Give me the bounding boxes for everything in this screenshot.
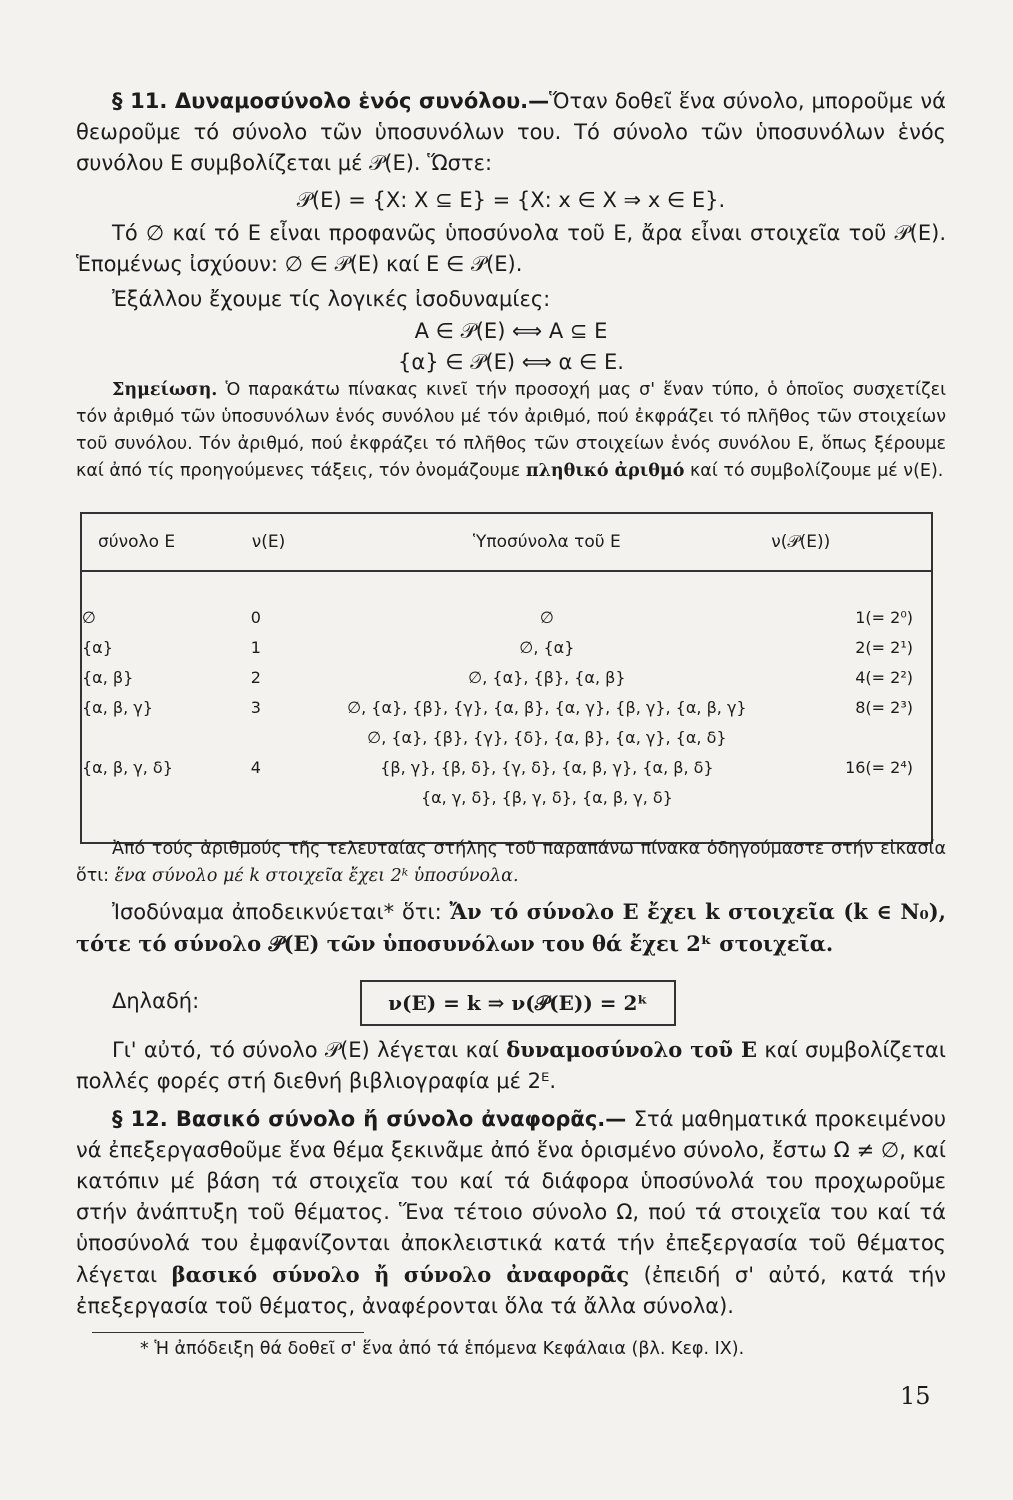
equivalence-1: Α ∈ 𝒫(Ε) ⟺ Α ⊆ Ε [414,319,608,343]
powerset-table [80,512,933,844]
footnote-text: * Ἡ ἀπόδειξη θά δοθεῖ σ' ἕνα ἀπό τά ἑπόμενα Κεφάλαια (βλ. Κεφ. IX). [140,1339,745,1359]
theorem-block [76,896,946,960]
footnote-rule [92,1332,364,1333]
term-basic-set: βασικό σύνολο [171,1262,360,1287]
powerset-definition: 𝒫(Ε) = {Χ: Χ ⊆ Ε} = {Χ: x ∈ Χ ⇒ x ∈ Ε}. [296,188,726,212]
page-number: 15 [900,1382,931,1410]
para-post: καί συμβολίζεται πολλές φορές στή διεθνή βιβλιογραφία μέ 2ᴱ. [76,1038,946,1093]
table-row [81,782,932,812]
cell-subsets: ∅, {α}, {β}, {γ}, {α, β}, {α, γ}, {β, γ}, {α, β, γ} [347,697,747,717]
thus-label: Δηλαδή: [112,989,200,1013]
section-11-intro [76,86,946,179]
cell-set: {α, β} [82,667,134,687]
table-header-row [81,513,932,571]
cell-set: {α, β, γ, δ} [82,757,173,777]
para-pre: Γι' αὐτό, τό σύνολο 𝒫(Ε) λέγεται καί [112,1038,499,1062]
note-end: καί τό συμβολίζουμε μέ ν(Ε). [689,461,944,481]
boxed-formula: ν(Ε) = k ⇒ ν(𝒫(Ε)) = 2ᵏ [360,980,676,1026]
note-text: Ὁ παρακάτω πίνακας κινεῖ τήν προσοχή μας σ' ἕναν τύπο, ὁ ὁποῖος συσχετίζει τόν ἀριθμό τῶν ὑποσυνόλων ἑνός συνόλου μέ τόν ἀριθμό, πού ἐκφράζει τό πλῆθος τῶν στοιχείων τοῦ συνόλου. Τόν ἀριθμό, πού ἐκφράζει τό πλῆθος τῶν στοιχείων ἑνός συνόλου Ε, ὅπως ξέρουμε καί ἀπό τίς προηγούμενες τάξεις, τόν ὀνομάζουμε [76,380,946,481]
cell-subsets-line3: {α, γ, δ}, {β, γ, δ}, {α, β, γ, δ} [420,787,673,807]
section-11-heading: § 11. Δυναμοσύνολο ἑνός συνόλου.— [112,89,550,113]
col-header-subsets: Ὑποσύνολα τοῦ Ε [324,513,771,571]
cell-card: 0 [250,607,261,627]
after-table-sentence: Ἀπό τούς ἀριθμούς τῆς τελευταίας στήλης τοῦ παραπάνω πίνακα ὁδηγούμαστε στήν εἰκασία ὅτι: [76,839,946,886]
note [76,377,946,485]
table-row [81,602,932,632]
table-row [81,752,932,782]
section-12-heading: § 12. Βασικό σύνολο ἤ σύνολο ἀναφορᾶς.— [112,1107,627,1131]
theorem-text: Ἄν τό σύνολο Ε ἔχει k στοιχεῖα (k ∈ N₀), τότε τό σύνολο 𝒫(Ε) τῶν ὑποσυνόλων του θά ἔχει 2ᵏ στοιχεῖα. [76,899,946,956]
footnote [140,1336,940,1363]
term-reference-set: σύνολο ἀναφορᾶς [403,1262,630,1287]
cell-subsets: ∅, {α}, {β}, {α, β} [468,667,626,687]
section-12 [76,1104,946,1322]
col-header-set: σύνολο Ε [81,513,251,571]
cell-power: 1(= 2⁰) [855,607,913,627]
cell-power: 16(= 2⁴) [845,757,913,777]
cell-card: 3 [250,697,261,717]
section-12-text-end: (ἐπειδή σ' αὐτό, κατά τήν ἐπεξεργασία τοῦ θέματος, ἀναφέρονται ὅλα τά ἄλλα σύνολα). [76,1263,946,1318]
section-11-intro-text: Ὅταν δοθεῖ ἕνα σύνολο, μποροῦμε νά θεωροῦμε τό σύνολο τῶν ὑποσυνόλων του. Τό σύνολο τῶν ὑποσυνόλων ἑνός συνόλου Ε συμβολίζεται μέ 𝒫(Ε). Ὥστε: [76,89,946,175]
cell-power: 4(= 2²) [855,667,913,687]
cell-set: ∅ [82,607,96,627]
para-term: δυναμοσύνολο τοῦ Ε [506,1037,757,1062]
table-row [81,692,932,722]
cell-set: {α, β, γ} [82,697,153,717]
conjecture: ἕνα σύνολο μέ k στοιχεῖα ἔχει 2ᵏ ὑποσύνολα. [114,866,519,886]
equivalence-2: {α} ∈ 𝒫(Ε) ⟺ α ∈ Ε. [398,350,624,374]
powerset-name-para [76,1034,946,1097]
cell-power: 2(= 2¹) [855,637,913,657]
table-row [81,722,932,752]
cell-subsets: ∅, {α} [519,637,575,657]
note-term: πληθικό ἀριθμό [525,461,685,481]
col-header-power: ν(𝒫(Ε)) [770,513,932,571]
cell-subsets-line2: {β, γ}, {β, δ}, {γ, δ}, {α, β, γ}, {α, β, δ} [380,757,714,777]
cell-subsets-line1: ∅, {α}, {β}, {γ}, {δ}, {α, β}, {α, γ}, {α, δ} [367,727,727,747]
para2-text: Τό ∅ καί τό Ε εἶναι προφανῶς ὑποσύνολα τοῦ Ε, ἄρα εἶναι στοιχεῖα τοῦ 𝒫(Ε). Ἑπομένως ἰσχύουν: ∅ ∈ 𝒫(Ε) καί Ε ∈ 𝒫(Ε). [76,221,946,276]
col-header-card: ν(Ε) [251,513,324,571]
section-11-para3 [76,284,946,315]
table-row [81,662,932,692]
cell-subsets: ∅ [539,607,554,627]
cell-card: 2 [250,667,261,687]
cell-card: 4 [250,757,261,777]
section-11-para2 [76,218,946,280]
cell-power: 8(= 2³) [855,697,913,717]
table-row [81,632,932,662]
proof-lead: Ἰσοδύναμα ἀποδεικνύεται* ὅτι: [112,900,442,924]
note-label: Σημείωση. [112,380,218,400]
para3-text: Ἐξάλλου ἔχουμε τίς λογικές ἰσοδυναμίες: [112,287,551,311]
cell-card: 1 [250,637,261,657]
cell-set: {α} [82,637,113,657]
after-table-text [76,836,946,890]
section-12-text: Στά μαθηματικά προκειμένου νά ἐπεξεργασθοῦμε ἕνα θέμα ξεκινᾶμε ἀπό ἕνα ὁρισμένο σύνολο, ἔστω Ω ≠ ∅, καί κατόπιν μέ βάση τά στοιχεῖα του καί τά διάφορα ὑποσύνολά του προχωροῦμε στήν ἀνάπτυξη τοῦ θέματος. Ἕνα τέτοιο σύνολο Ω, πού τά στοιχεῖα του καί τά ὑποσύνολά του ἐμφανίζονται ἀποκλειστικά κατά τήν ἐπεξεργασία τοῦ θέματος λέγεται [76,1107,947,1287]
term-or: ἤ [374,1262,390,1287]
